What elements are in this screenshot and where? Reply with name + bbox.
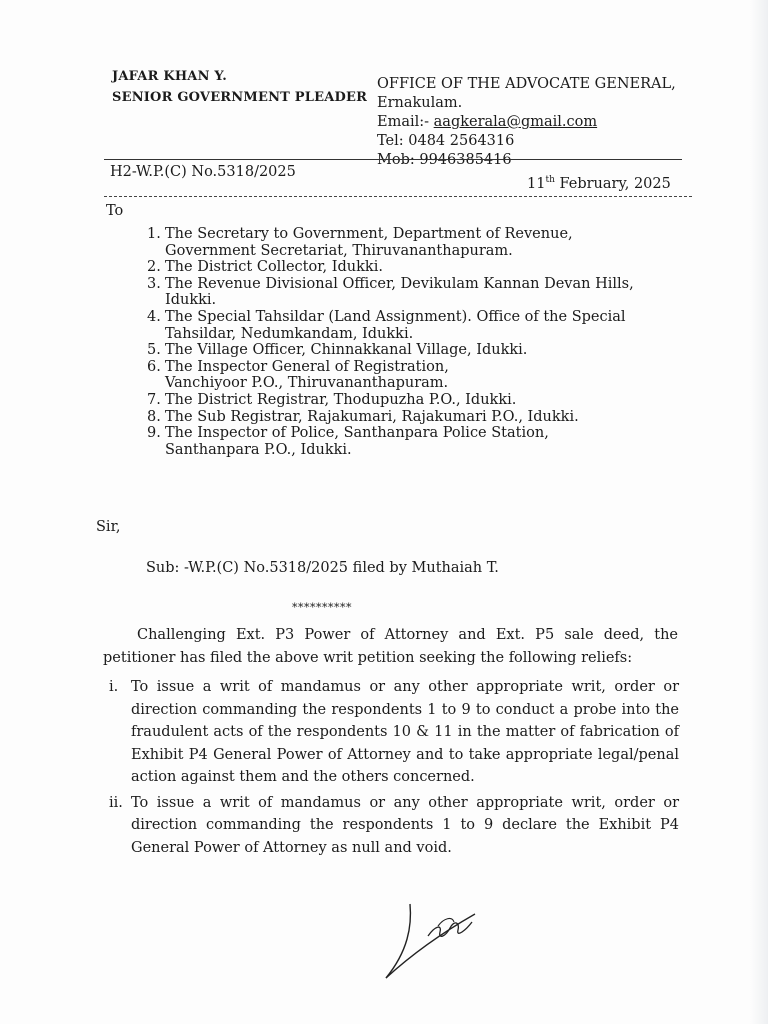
to-label: To <box>106 203 124 219</box>
recipient-line: Idukki. <box>165 292 217 309</box>
relief-text: To issue a writ of mandamus or any other appropriate writ, order or direction commanding the respondents 1 to 9 declare the Exhibit P4 General Power of Attorney as null and void. <box>131 794 679 856</box>
sender-designation: SENIOR GOVERNMENT PLEADER <box>112 90 368 105</box>
recipient-line: The Sub Registrar, Rajakumari, Rajakumari P.O., Idukki. <box>165 408 579 425</box>
recipient-item <box>147 342 707 359</box>
recipient-number: 1. <box>147 226 161 242</box>
recipient-list <box>147 226 707 458</box>
recipient-line: The Special Tahsildar (Land Assignment). Office of the Special <box>165 308 626 325</box>
sender-block <box>112 66 367 108</box>
recipient-number: 6. <box>147 358 161 375</box>
date-suffix: th <box>545 175 555 185</box>
recipient-line: The Village Officer, Chinnakkanal Village, Idukki. <box>165 342 528 359</box>
letter-date <box>527 175 671 192</box>
intro-paragraph: Challenging Ext. P3 Power of Attorney and Ext. P5 sale deed, the petitioner has filed the above writ petition seeking the following reliefs: <box>103 627 678 666</box>
recipient-number: 7. <box>147 391 161 408</box>
file-number: H2-W.P.(C) No.5318/2025 <box>110 164 296 180</box>
relief-number: i. <box>109 679 119 695</box>
date-rest: February, 2025 <box>554 175 671 192</box>
scan-edge-shadow <box>750 0 768 1024</box>
recipient-item <box>147 226 707 259</box>
recipient-item <box>147 309 707 342</box>
recipient-number: 2. <box>147 259 161 276</box>
subject-line: Sub: -W.P.(C) No.5318/2025 filed by Muthaiah T. <box>146 560 499 576</box>
office-mob: Mob: 9946385416 <box>377 152 512 168</box>
recipient-line: Vanchiyoor P.O., Thiruvananthapuram. <box>165 375 449 392</box>
recipient-line: The District Collector, Idukki. <box>165 259 383 276</box>
recipient-item <box>147 276 707 309</box>
salutation: Sir, <box>96 519 121 535</box>
handwritten-signature <box>380 896 490 986</box>
recipient-line: Santhanpara P.O., Idukki. <box>165 441 352 458</box>
recipient-line: The District Registrar, Thodupuzha P.O., Idukki. <box>165 391 517 408</box>
recipient-line: Government Secretariat, Thiruvananthapuram. <box>165 242 513 259</box>
recipient-number: 9. <box>147 425 161 442</box>
recipient-item <box>147 259 707 276</box>
email-link[interactable]: aagkerala@gmail.com <box>433 114 598 130</box>
office-address-block <box>377 75 676 170</box>
dashed-divider <box>104 196 692 197</box>
recipient-line: The Secretary to Government, Department of Revenue, <box>165 226 573 242</box>
separator-stars: ********** <box>292 601 352 614</box>
sender-name: JAFAR KHAN Y. <box>112 69 227 84</box>
relief-item <box>101 676 679 789</box>
date-day: 11 <box>527 175 546 192</box>
relief-item <box>101 792 679 860</box>
recipient-number: 8. <box>147 408 161 425</box>
recipient-item <box>147 359 707 392</box>
header-rule <box>104 159 682 160</box>
recipient-number: 3. <box>147 275 161 292</box>
relief-text: To issue a writ of mandamus or any other appropriate writ, order or direction commanding the respondents 1 to 9 to conduct a probe into the fraudulent acts of the respondents 10 & 11 in the matter of fabrication of Exhibit P4 General Power of Attorney and to take appropriate legal/penal action against them and the others concerned. <box>131 679 679 785</box>
recipient-item <box>147 392 707 409</box>
recipient-number: 4. <box>147 308 161 325</box>
recipient-line: Tahsildar, Nedumkandam, Idukki. <box>165 325 414 342</box>
recipient-line: The Inspector of Police, Santhanpara Police Station, <box>165 425 549 442</box>
recipient-line: The Inspector General of Registration, <box>165 358 449 375</box>
reliefs-list <box>101 676 679 862</box>
office-tel: Tel: 0484 2564316 <box>377 133 515 149</box>
recipient-item <box>147 409 707 426</box>
relief-number: ii. <box>109 794 123 811</box>
office-email-line <box>377 113 676 132</box>
recipient-number: 5. <box>147 342 161 359</box>
email-prefix: Email:- <box>377 114 434 130</box>
recipient-item <box>147 425 707 458</box>
office-line1: OFFICE OF THE ADVOCATE GENERAL, <box>377 76 676 92</box>
recipient-line: The Revenue Divisional Officer, Devikulam Kannan Devan Hills, <box>165 275 634 292</box>
office-line2: Ernakulam. <box>377 95 463 111</box>
